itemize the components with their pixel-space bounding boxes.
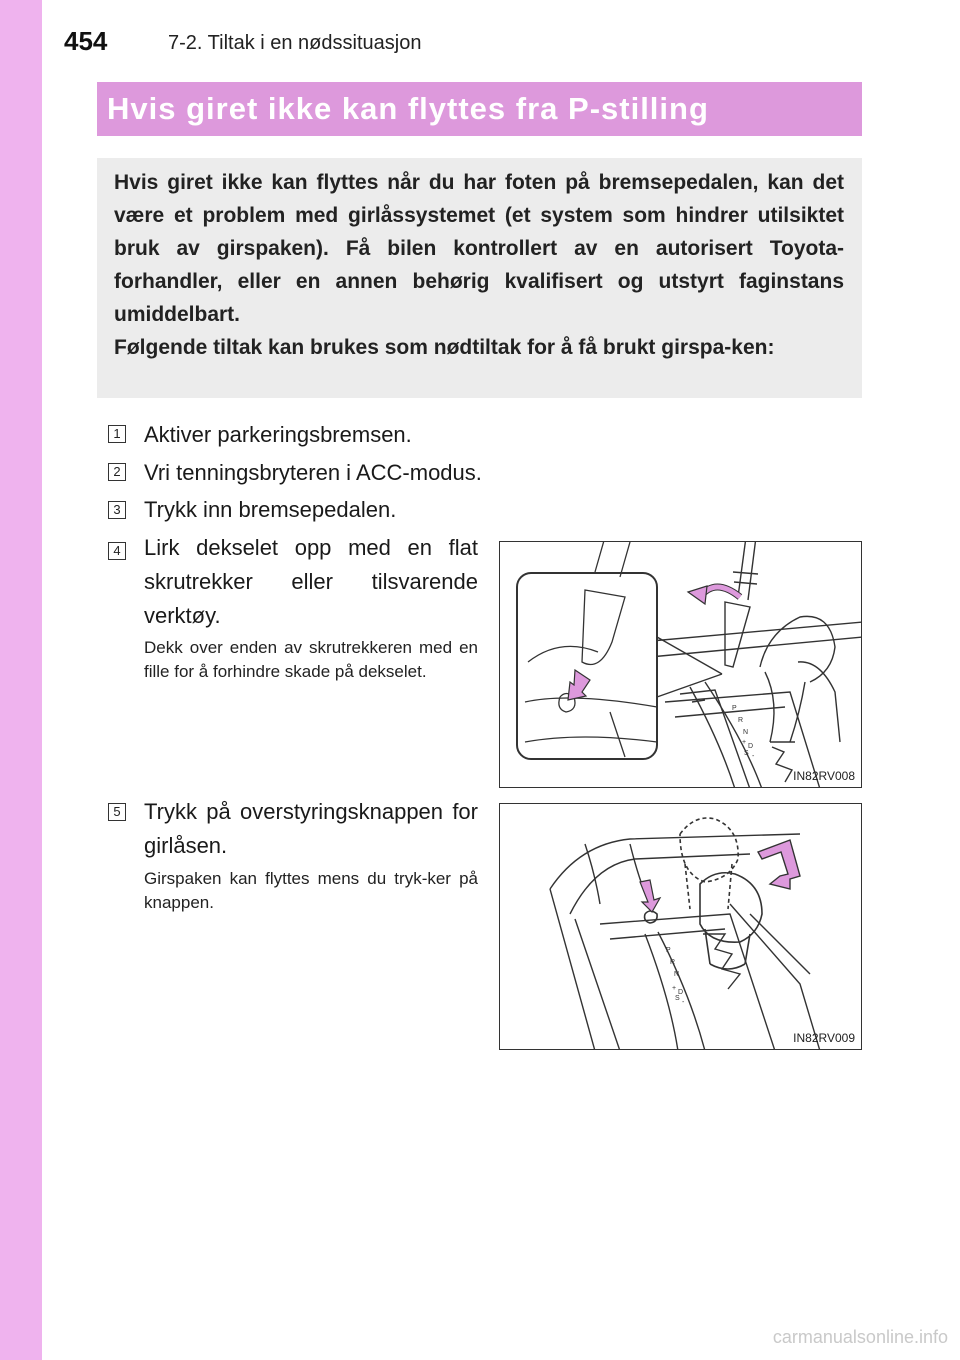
chapter-title: 7-2. Tiltak i en nødssituasjon	[168, 32, 422, 54]
press-button-arrow-icon	[640, 880, 660, 912]
move-lever-arrow-icon	[758, 840, 800, 889]
chapter-side-tab	[0, 0, 42, 1360]
step-text-3: Trykk inn bremsepedalen.	[144, 497, 397, 522]
section-title: Hvis giret ikke kan flyttes fra P-stilling	[97, 82, 862, 136]
gear-label-minus-2: -	[682, 999, 685, 1006]
gear-label-plus-2: +	[672, 985, 677, 992]
step-number-3: 3	[108, 501, 126, 519]
detail-inset	[517, 573, 657, 759]
gear-label-d-2: D	[678, 989, 684, 996]
intro-paragraph-1: Hvis giret ikke kan flyttes når du har foten på bremsepedalen, kan det være et problem med girlåssystemet (et system som hindrer utilsiktet bruk av girspaken). Få bilen kontrollert av en autorisert Toyota-forhandler, eller en annen behørig kvalifisert og utstyrt faginstans umiddelbart.	[114, 171, 844, 326]
gear-label-s: S	[744, 750, 749, 757]
intro-box	[97, 158, 862, 398]
page-number: 454	[64, 26, 108, 56]
gear-label-s-2: S	[675, 995, 680, 1002]
watermark: carmanualsonline.info	[772, 1327, 948, 1347]
gear-label-plus: +	[742, 739, 747, 746]
figure-override-button	[499, 803, 862, 1050]
step-text-2: Vri tenningsbryteren i ACC-modus.	[144, 460, 482, 485]
figure-code: IN82RV008	[793, 769, 855, 783]
step-text-4: Lirk dekselet opp med en flat skrutrekker eller tilsvarende verktøy.	[144, 535, 478, 628]
step-note-5: Girspaken kan flyttes mens du tryk-ker på knappen.	[144, 869, 478, 912]
step-text-1: Aktiver parkeringsbremsen.	[144, 422, 412, 447]
figure-code: IN82RV009	[793, 1031, 855, 1045]
step-note-4: Dekk over enden av skrutrekkeren med en fille for å forhindre skade på dekselet.	[144, 638, 478, 681]
gear-label-r: R	[738, 717, 744, 724]
step-number-5: 5	[108, 803, 126, 821]
intro-paragraph-2: Følgende tiltak kan brukes som nødtiltak for å få brukt girspa-ken:	[114, 336, 775, 359]
figure-lift-cover	[499, 541, 862, 788]
gear-label-d: D	[748, 743, 754, 750]
step-text-5: Trykk på overstyringsknappen for girlåsen.	[144, 799, 478, 858]
gear-label-p: P	[732, 705, 737, 712]
step-number-2: 2	[108, 463, 126, 481]
illustration-override-button	[500, 804, 862, 1050]
illustration-lift-cover	[500, 542, 862, 788]
step-number-1: 1	[108, 425, 126, 443]
gear-label-n: N	[743, 729, 749, 736]
gear-label-r-2: R	[670, 959, 676, 966]
gear-label-p-2: P	[666, 947, 671, 954]
step-number-4: 4	[108, 542, 126, 560]
gear-label-n-2: N	[674, 971, 680, 978]
gear-label-minus: -	[752, 753, 755, 760]
